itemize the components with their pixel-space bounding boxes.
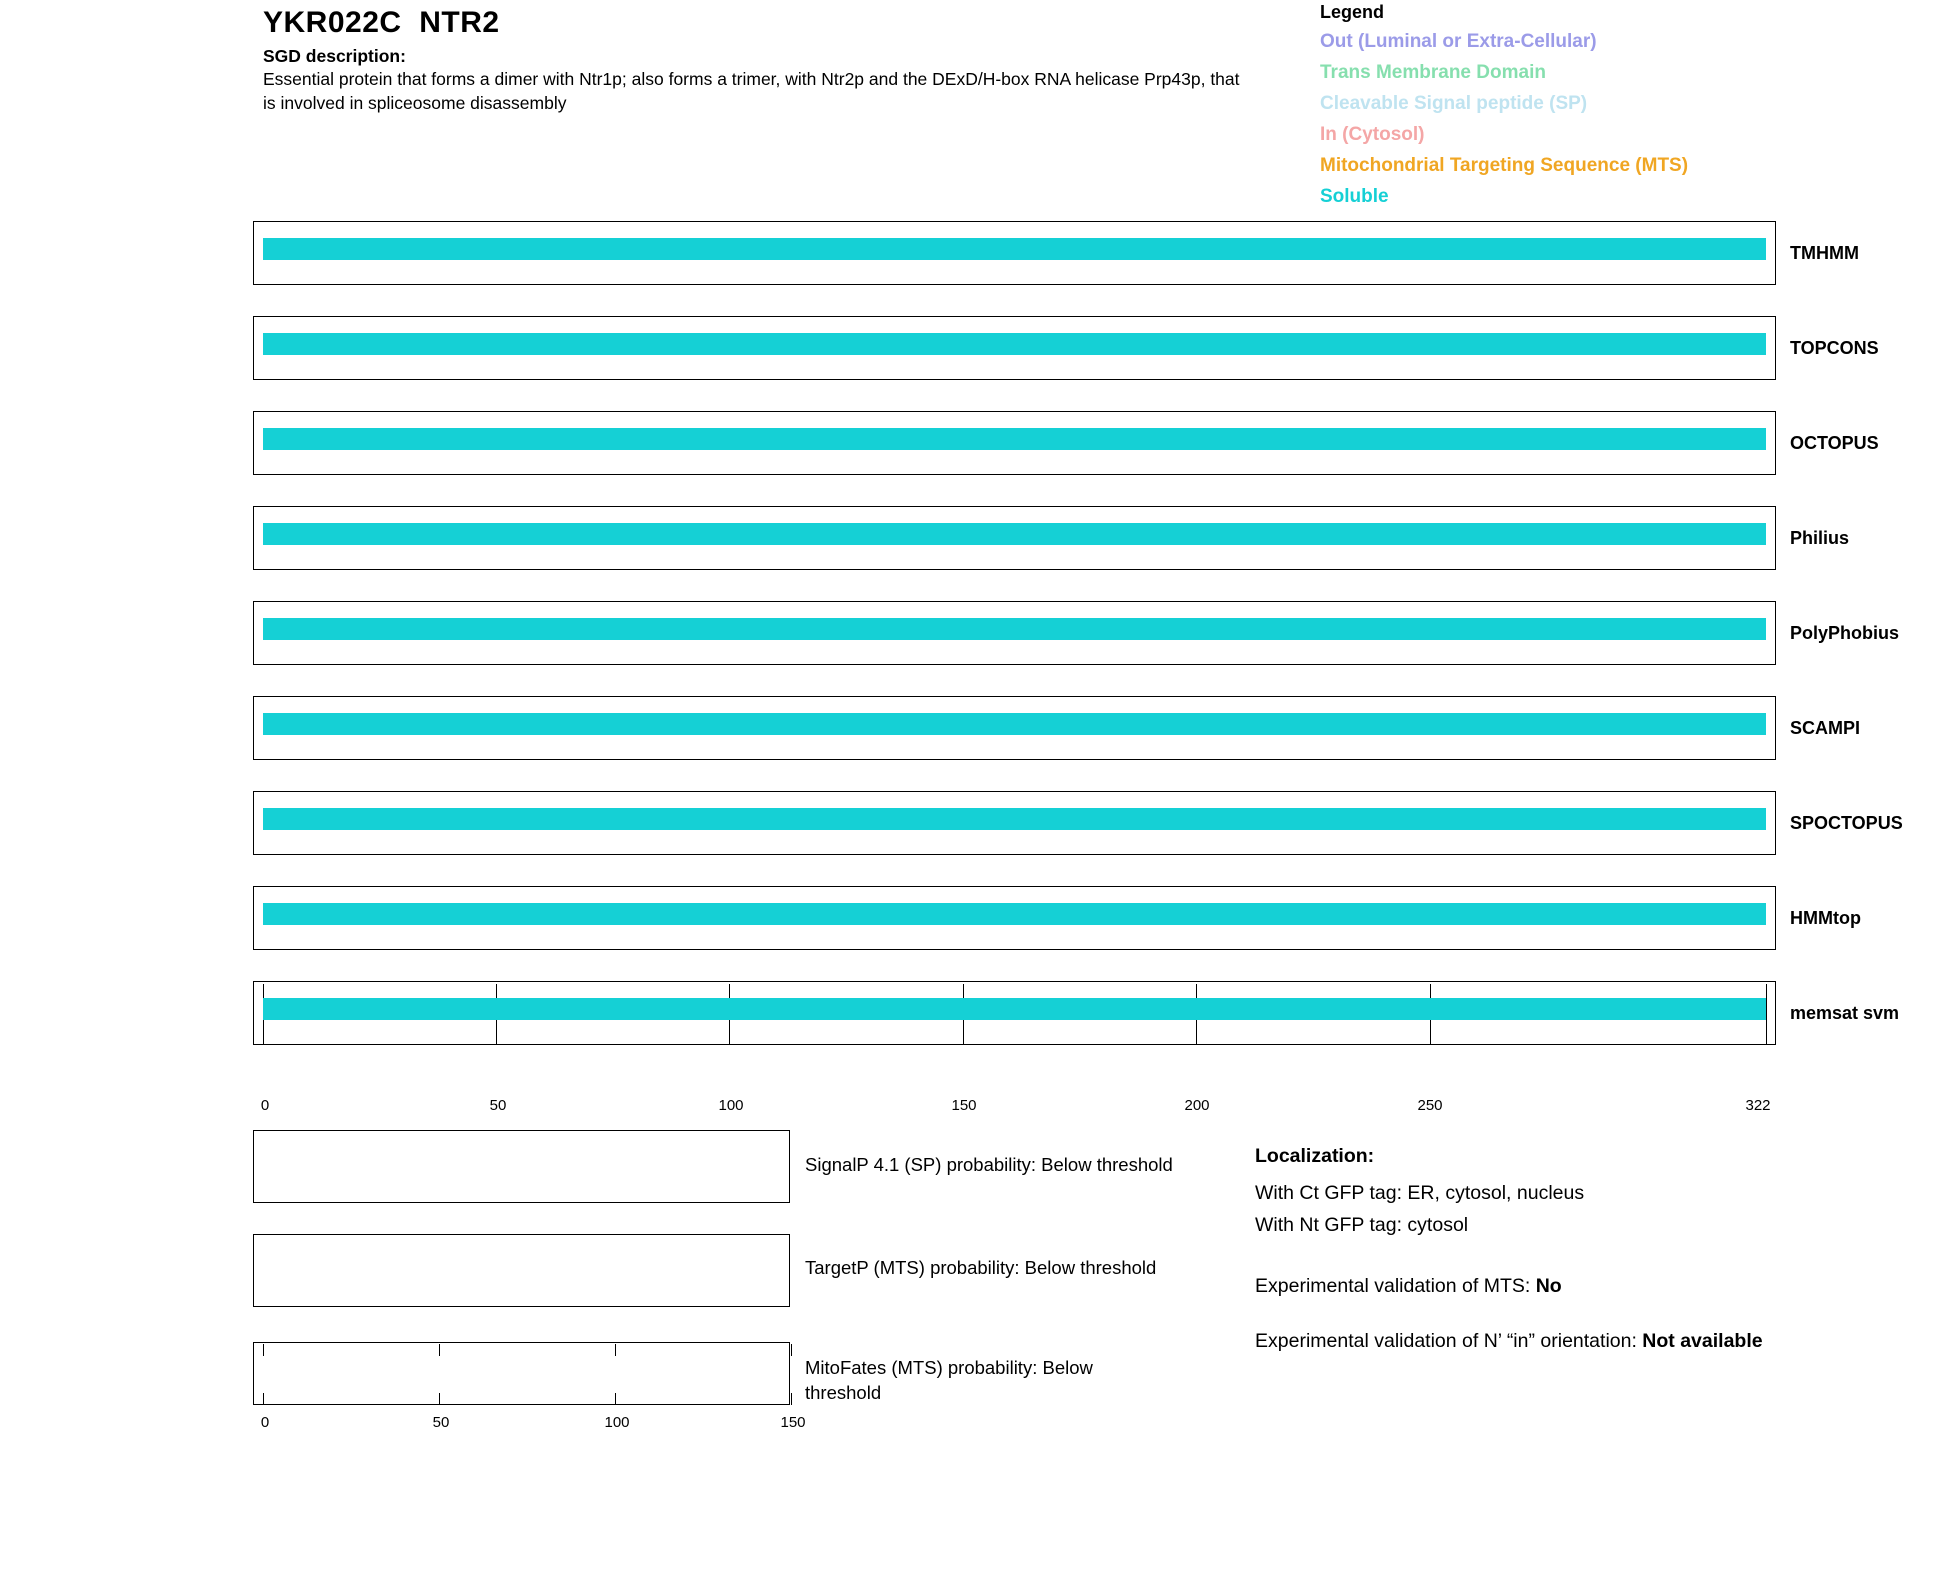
targetp-plot-box [253, 1234, 790, 1307]
track-row-memsat [0, 973, 1950, 1068]
axis-tick-150: 150 [951, 1097, 977, 1114]
track-row [0, 403, 1950, 498]
mito-axis-tick-150: 150 [780, 1414, 806, 1431]
legend-item-out: Out (Luminal or Extra-Cellular) [1320, 31, 1597, 52]
track-row [0, 783, 1950, 878]
track-segment-soluble [263, 713, 1766, 735]
track-row [0, 213, 1950, 308]
mito-axis-tick-0: 0 [260, 1414, 270, 1431]
sgd-description-label: SGD description: [263, 46, 406, 66]
track-segment-soluble [263, 808, 1766, 830]
orientation-validation-label: Experimental validation of N’ “in” orientation: [1255, 1329, 1643, 1352]
track-row [0, 498, 1950, 593]
sequence-axis [0, 1083, 1950, 1123]
track-label-scampi: SCAMPI [1790, 718, 1861, 738]
legend-item-tmd: Trans Membrane Domain [1320, 62, 1546, 83]
track-label-tmhmm: TMHMM [1790, 243, 1859, 263]
axis-tick-200: 200 [1184, 1097, 1210, 1114]
header [263, 6, 1263, 115]
mitofates-axis [0, 1414, 900, 1444]
track-segment-soluble [263, 428, 1766, 450]
axis-tick-100: 100 [718, 1097, 744, 1114]
track-row [0, 308, 1950, 403]
track-label-memsat-svm: memsat svm [1790, 1003, 1900, 1023]
orientation-validation-value: Not available [1642, 1329, 1763, 1352]
legend [1320, 2, 1920, 212]
targetp-result-text: TargetP (MTS) probability: Below threshold [805, 1257, 1157, 1278]
legend-item-in: In (Cytosol) [1320, 124, 1425, 145]
axis-tick-0: 0 [260, 1097, 270, 1114]
ct-gfp-line: With Ct GFP tag: ER, cytosol, nucleus [1255, 1182, 1585, 1204]
legend-item-sp: Cleavable Signal peptide (SP) [1320, 93, 1588, 114]
track-label-octopus: OCTOPUS [1790, 433, 1879, 453]
signalp-plot-box [253, 1130, 790, 1203]
track-label-philius: Philius [1790, 528, 1850, 548]
localization-info [1255, 1145, 1915, 1381]
axis-tick-50: 50 [489, 1097, 507, 1114]
track-label-polyphobius: PolyPhobius [1790, 623, 1900, 643]
legend-item-mts: Mitochondrial Targeting Sequence (MTS) [1320, 155, 1689, 176]
legend-title: Legend [1320, 2, 1385, 22]
track-segment-soluble [263, 998, 1766, 1020]
track-row [0, 593, 1950, 688]
mitofates-result-text: MitoFates (MTS) probability: Below threshold [805, 1357, 1093, 1403]
axis-tick-250: 250 [1417, 1097, 1443, 1114]
orientation-validation-line [1255, 1327, 1915, 1355]
mito-axis-tick-50: 50 [432, 1414, 450, 1431]
track-row [0, 878, 1950, 973]
localization-heading: Localization: [1255, 1145, 1375, 1167]
axis-tick-322: 322 [1745, 1097, 1771, 1114]
sgd-description-text: Essential protein that forms a dimer with Ntr1p; also forms a trimer, with Ntr2p and the DExD/H-box RNA helicase Prp43p, that is involved in spliceosome disassembly [263, 68, 1240, 113]
mitofates-plot-box [253, 1342, 790, 1405]
signalp-result-text: SignalP 4.1 (SP) probability: Below threshold [805, 1154, 1173, 1175]
track-segment-soluble [263, 903, 1766, 925]
mts-validation-label: Experimental validation of MTS: [1255, 1275, 1536, 1298]
track-label-spoctopus: SPOCTOPUS [1790, 813, 1903, 833]
page-title: YKR022C NTR2 [263, 6, 500, 39]
track-segment-soluble [263, 238, 1766, 260]
track-label-hmmtop: HMMtop [1790, 908, 1861, 928]
track-segment-soluble [263, 618, 1766, 640]
track-segment-soluble [263, 523, 1766, 545]
track-label-topcons: TOPCONS [1790, 338, 1879, 358]
track-row [0, 688, 1950, 783]
mito-axis-tick-100: 100 [604, 1414, 630, 1431]
legend-item-soluble: Soluble [1320, 186, 1389, 207]
nt-gfp-line: With Nt GFP tag: cytosol [1255, 1214, 1469, 1237]
track-segment-soluble [263, 333, 1766, 355]
mts-validation-line [1255, 1272, 1915, 1300]
predictor-tracks [0, 213, 1950, 1068]
mts-validation-value: No [1535, 1275, 1562, 1298]
